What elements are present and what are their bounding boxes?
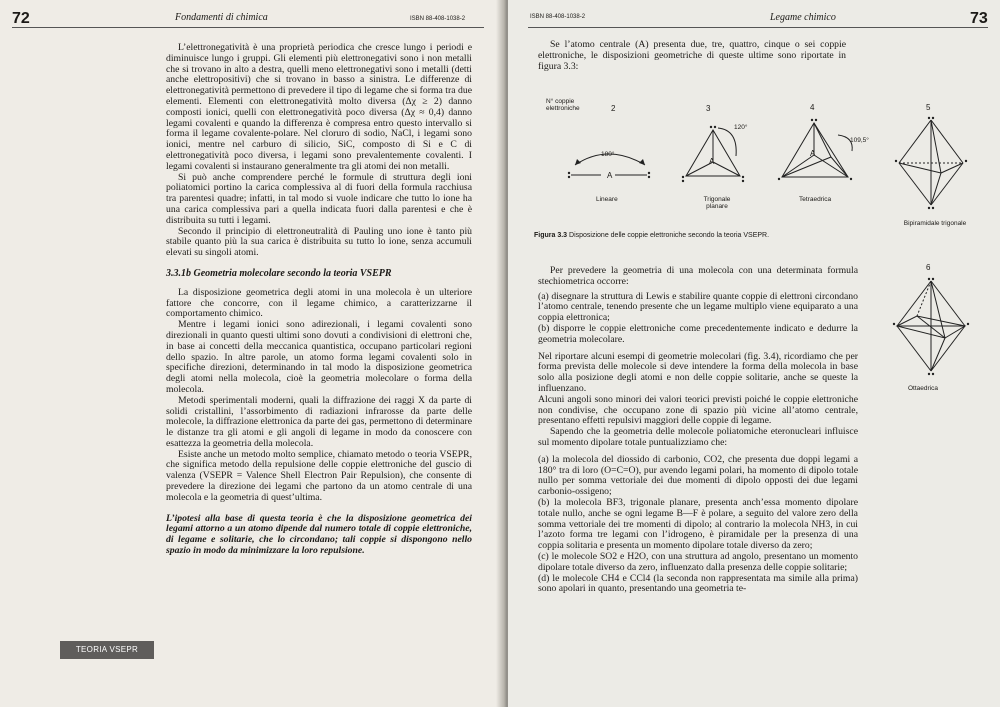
figure-caption-text: Disposizione delle coppie elettroniche secondo la teoria VSEPR. [569, 232, 770, 239]
step-a: (a) disegnare la struttura di Lewis e stabilire quante coppie di elettroni circondano l’atomo centrale, tenendo presente che un legame multiplo viene equiparato a una coppia elettronica; [538, 290, 858, 324]
item-c: (c) le molecole SO2 e H2O, con una struttura ad angolo, presentano un momento dipolare totale diverso da zero, influenzato dalla presenza delle coppie solitarie; [538, 550, 858, 573]
paragraph: L’elettronegatività è una proprietà periodica che cresce lungo i periodi e diminuisce lungo i gruppi. Gli elementi più elettronegativi sono i non metalli che si trovano in alto a destra, quelli meno elettronegativi sono i metalli (detti anche elettropositivi) che si trovano in basso a sinistra. Le differenze di elettronegatività permettono di prevedere il tipo di legame che si forma tra due elementi. Elementi con elettronegatività molto diversa (Δχ ≥ 2) danno composti ionici, quelli con elettronegatività poco diversa (Δχ ≈ 0,4) danno legami covalenti e quando la differenza è compresa entro questo intervallo si forma il legame covalente-polare. Nel cloruro di sodio, NaCl, i legami sono ionici, mentre nel carburo di silicio, SiC, composto di Si e C di elettronegatività poco diversa, i legami sono prevalentemente covalenti. I legami covalenti si instaurano generalmente tra gli atomi dei non metalli. [166, 42, 472, 172]
paragraph: Secondo il principio di elettroneutralità di Pauling uno ione è tanto più stabile quanto più la sua carica è distribuita su tutto lo ione, senza accumuli elevati su singoli atomi. [166, 225, 472, 259]
page-number-right: 73 [970, 10, 988, 27]
label-linear: Lineare [596, 196, 618, 203]
highlight-paragraph: L’ipotesi alla base di questa teoria è che la disposizione geometrica dei legami attorno a un atomo dipende dal numero totale di coppie elettroniche, di legame e solitarie, che lo circondano; tali coppie si dispongono nello spazio in modo da minimizzare la loro repulsione. [166, 512, 472, 557]
paragraph: Nel riportare alcuni esempi di geometrie molecolari (fig. 3.4), ricordiamo che per forma prevista delle molecole si deve intendere la forma della molecola in base solo alla posizione degli atomi e non delle coppie solitarie, anche se queste la influenzano. [538, 350, 858, 394]
running-title-left: Fondamenti di chimica [175, 12, 268, 23]
label-octa: Ottaedrica [908, 385, 938, 392]
count-5: 5 [926, 103, 931, 112]
paragraph: Alcuni angoli sono minori dei valori teorici previsti poiché le coppie elettroniche non condivise, che occupano zone di spazio più vicine all’atomo centrale, presentano effetti repulsivi maggiori delle coppie di legame. [538, 393, 858, 427]
side-tag: TEORIA VSEPR [60, 641, 154, 659]
label-bipyr: Bipiramidale trigonale [903, 220, 967, 227]
label-tetra: Tetraedrica [799, 196, 832, 203]
page-number-left: 72 [12, 10, 30, 27]
count-4: 4 [810, 103, 815, 112]
isbn-left: ISBN 88-408-1038-2 [410, 16, 466, 22]
tetrahedral-diagram [776, 115, 866, 195]
right-text-column [538, 266, 858, 595]
left-text-column [166, 43, 472, 557]
paragraph: La disposizione geometrica degli atomi in una molecola è un ulteriore fattore che concorre, con il legame chimico, a caratterizzarne il comportamento chimico. [166, 286, 472, 320]
octahedral-diagram [893, 276, 973, 376]
label-trigonal: Trigonale planare [703, 196, 731, 210]
trigonal-diagram [678, 120, 768, 200]
count-6: 6 [926, 263, 931, 272]
bipyramidal-diagram [893, 115, 973, 215]
paragraph: Si può anche comprendere perché le formule di struttura degli ioni poliatomici portino la carica complessiva al di fuori della formula racchiusa tra parentesi quadre; infatti, in tal modo si vuole indicare che tutto lo ione ha una carica complessiva pari a quella indicata fuori dalla parentesi e che è distribuita su tutti i legami. [166, 171, 472, 226]
figure-caption-label: Figura 3.3 [534, 232, 568, 239]
header-rule-left [12, 27, 484, 28]
step-b: (b) disporre le coppie elettroniche come precedentemente indicato e dedurre la geometria molecolare. [538, 322, 858, 345]
paragraph: Sapendo che la geometria delle molecole poliatomiche eteronucleari influisce sul momento dipolare totale puntualizziamo che: [538, 426, 858, 448]
paragraph: Esiste anche un metodo molto semplice, chiamato metodo o teoria VSEPR, che significa metodo della repulsione delle coppie elettroniche del guscio di valenza (VSEPR = Valence Shell Electron Pair Repulsion), che consente di prevedere la direzione dei legami che partono da un atomo centrale di una molecola e la geometria di quest’ultima. [166, 448, 472, 503]
isbn-right: ISBN 88-408-1038-2 [530, 14, 586, 20]
count-3: 3 [706, 104, 711, 113]
paragraph: Metodi sperimentali moderni, quali la diffrazione dei raggi X da parte di solidi cristallini, l’assorbimento di radiazioni infrarosse da parte delle molecole, la diffrazione elettronica da parte dei gas, permettono di determinare le distanze tra gli atomi e gli angoli di legame in modo da conoscere con esattezza la geometria della molecola. [166, 394, 472, 449]
item-a: (a) la molecola del diossido di carbonio, CO2, che presenta due doppi legami a 180° tra di loro (O=C=O), pur avendo legami polari, ha momento di dipolo totale nullo per somma vettoriale dei due momenti di dipolo opposti dei due legami carbonio-ossigeno; [538, 453, 858, 498]
paragraph: Mentre i legami ionici sono adirezionali, i legami covalenti sono direzionali in quanto questi ultimi sono dovuti a condivisioni di elettroni che, in base ai concetti della meccanica quantistica, occupano particolari regioni dello spazio. In altre parole, un atomo forma legami covalenti solo in specifiche direzioni, determinando in tal modo la disposizione geometrica degli atomi nella molecola, cioè la geometria molecolare o forma della molecola. [166, 319, 472, 395]
count-2: 2 [611, 104, 616, 113]
angle-109: 109,5° [850, 137, 869, 144]
paragraph: Se l’atomo centrale (A) presenta due, tre, quattro, cinque o sei coppie elettroniche, le disposizioni geometriche di queste ultime sono riportate in figura 3.3: [538, 39, 846, 72]
figure-caption [534, 232, 894, 239]
running-title-right: Legame chimico [770, 12, 836, 23]
angle-180: 180° [601, 151, 615, 158]
item-b: (b) la molecola BF3, trigonale planare, presenta anch’essa momento dipolare totale nullo, anche se ogni legame B—F è polare, a seguito del valore zero della somma vettoriale dei tre momenti di dipolo; al contrario la molecola NH3, in cui l’azoto forma tre legami con l’idrogeno, è piramidale per la presenza di una coppia solitaria e presenta un momento dipolare totale diverso da zero; [538, 496, 858, 552]
center-atom-linear: A [607, 171, 613, 180]
angle-120: 120° [734, 124, 748, 131]
row-label: N° coppie elettroniche [546, 98, 580, 112]
item-d: (d) le molecole CH4 e CCl4 (la seconda non rappresentata ma simile alla prima) sono apolari in quanto, presentando una geometria te- [538, 572, 858, 595]
center-atom-trigonal: A [709, 157, 715, 166]
header-rule-right [528, 27, 988, 28]
intro-paragraph-block [538, 40, 846, 72]
right-page [508, 0, 1000, 707]
paragraph: Per prevedere la geometria di una molecola con una determinata formula stechiometrica occorre: [538, 265, 858, 287]
section-heading: 3.3.1b Geometria molecolare secondo la teoria VSEPR [166, 267, 392, 279]
center-atom-tetra: A [810, 149, 816, 158]
